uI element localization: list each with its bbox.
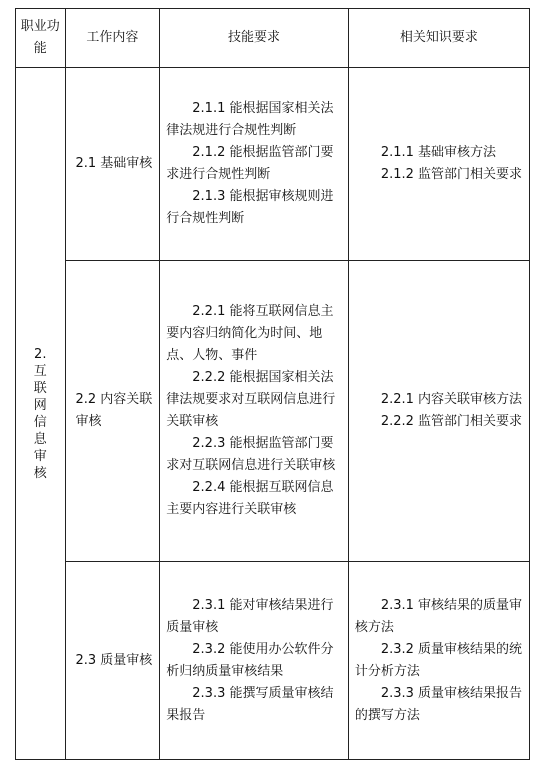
skills-cell	[160, 260, 349, 562]
knowledge-item: 2.1.2 监管部门相关要求	[380, 166, 523, 182]
table-row	[16, 68, 530, 261]
skill-item: 2.1.3 能根据审核规则进行合规性判断	[166, 188, 334, 226]
function-number: 2.	[34, 346, 47, 362]
skill-item: 2.2.2 能根据国家相关法律法规要求对互联网信息进行关联审核	[166, 370, 336, 430]
skill-item: 2.1.1 能根据国家相关法律法规进行合规性判断	[166, 100, 334, 138]
knowledge-cell	[348, 562, 529, 760]
skill-item: 2.3.1 能对审核结果进行质量审核	[166, 597, 334, 635]
skills-cell	[160, 562, 349, 760]
header-function: 职业功能	[16, 9, 66, 68]
task-cell: 2.1 基础审核	[65, 68, 160, 261]
knowledge-item: 2.3.3 质量审核结果报告的撰写方法	[354, 685, 523, 723]
header-knowledge: 相关知识要求	[348, 9, 529, 68]
task-cell: 2.3 质量审核	[65, 562, 160, 760]
competency-table	[15, 8, 530, 760]
function-name: 互联网信息审核	[33, 363, 47, 481]
skill-item: 2.3.3 能撰写质量审核结果报告	[166, 685, 334, 723]
knowledge-item: 2.2.1 内容关联审核方法	[380, 392, 523, 408]
knowledge-item: 2.3.2 质量审核结果的统计分析方法	[354, 641, 523, 679]
knowledge-cell	[348, 260, 529, 562]
function-cell	[16, 68, 66, 760]
knowledge-item: 2.1.1 基础审核方法	[380, 144, 497, 160]
header-skills: 技能要求	[160, 9, 349, 68]
task-cell: 2.2 内容关联审核	[65, 260, 160, 562]
knowledge-item: 2.2.2 监管部门相关要求	[380, 414, 523, 430]
header-work-content: 工作内容	[65, 9, 160, 68]
knowledge-cell	[348, 68, 529, 261]
skill-item: 2.2.1 能将互联网信息主要内容归纳简化为时间、地点、人物、事件	[166, 304, 334, 364]
skills-cell	[160, 68, 349, 261]
skill-item: 2.2.4 能根据互联网信息主要内容进行关联审核	[166, 480, 334, 518]
skill-item: 2.2.3 能根据监管部门要求对互联网信息进行关联审核	[166, 436, 336, 474]
skill-item: 2.1.2 能根据监管部门要求进行合规性判断	[166, 144, 334, 182]
skill-item: 2.3.2 能使用办公软件分析归纳质量审核结果	[166, 641, 334, 679]
table-row	[16, 562, 530, 760]
header-row	[16, 9, 530, 68]
knowledge-item: 2.3.1 审核结果的质量审核方法	[354, 597, 523, 635]
table-row	[16, 260, 530, 562]
